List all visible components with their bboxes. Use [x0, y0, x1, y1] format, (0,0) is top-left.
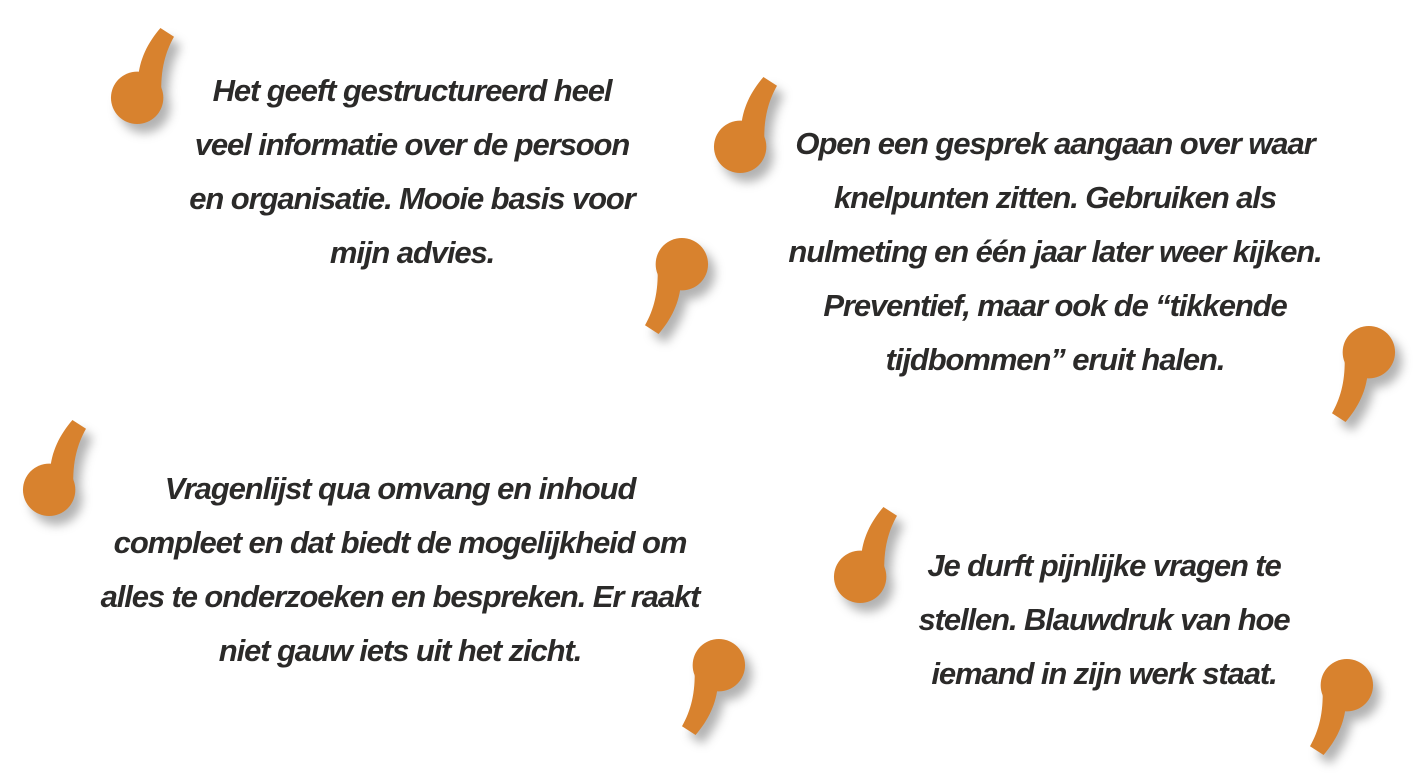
closing-quote-icon [645, 237, 709, 336]
closing-quote-icon [682, 638, 746, 737]
quote-line: stellen. Blauwdruk van hoe [918, 602, 1290, 637]
quote-text [788, 117, 1321, 387]
quote-line: compleet en dat biedt de mogelijkheid om [113, 525, 687, 560]
quote-line: nulmeting en één jaar later weer kijken. [788, 234, 1322, 269]
opening-quote-icon [713, 75, 777, 174]
quote-line: Open een gesprek aangaan over waar [795, 126, 1315, 161]
quote-line: Preventief, maar ook de “tikkende [823, 288, 1287, 323]
closing-quote-icon [1310, 658, 1374, 757]
quote-line: tijdbommen” eruit halen. [885, 342, 1225, 377]
quote-line: knelpunten zitten. Gebruiken als [834, 180, 1276, 215]
quote-line: niet gauw iets uit het zicht. [218, 633, 582, 668]
opening-quote-icon [22, 418, 86, 517]
quote-line: mijn advies. [329, 235, 495, 270]
quote-text [101, 462, 700, 678]
quote-line: iemand in zijn werk staat. [931, 656, 1277, 691]
quote-line: Je durft pijnlijke vragen te [927, 548, 1281, 583]
closing-quote-icon [1332, 325, 1396, 424]
quote-text [918, 539, 1289, 701]
opening-quote-icon [833, 505, 897, 604]
quote-line: Het geeft gestructureerd heel [212, 73, 612, 108]
quote-line: veel informatie over de persoon [194, 127, 630, 162]
quote-line: Vragenlijst qua omvang en inhoud [164, 471, 636, 506]
quote-text [189, 64, 634, 280]
opening-quote-icon [110, 26, 174, 125]
quote-line: alles te onderzoeken en bespreken. Er raakt [100, 579, 700, 614]
quote-line: en organisatie. Mooie basis voor [189, 181, 635, 216]
